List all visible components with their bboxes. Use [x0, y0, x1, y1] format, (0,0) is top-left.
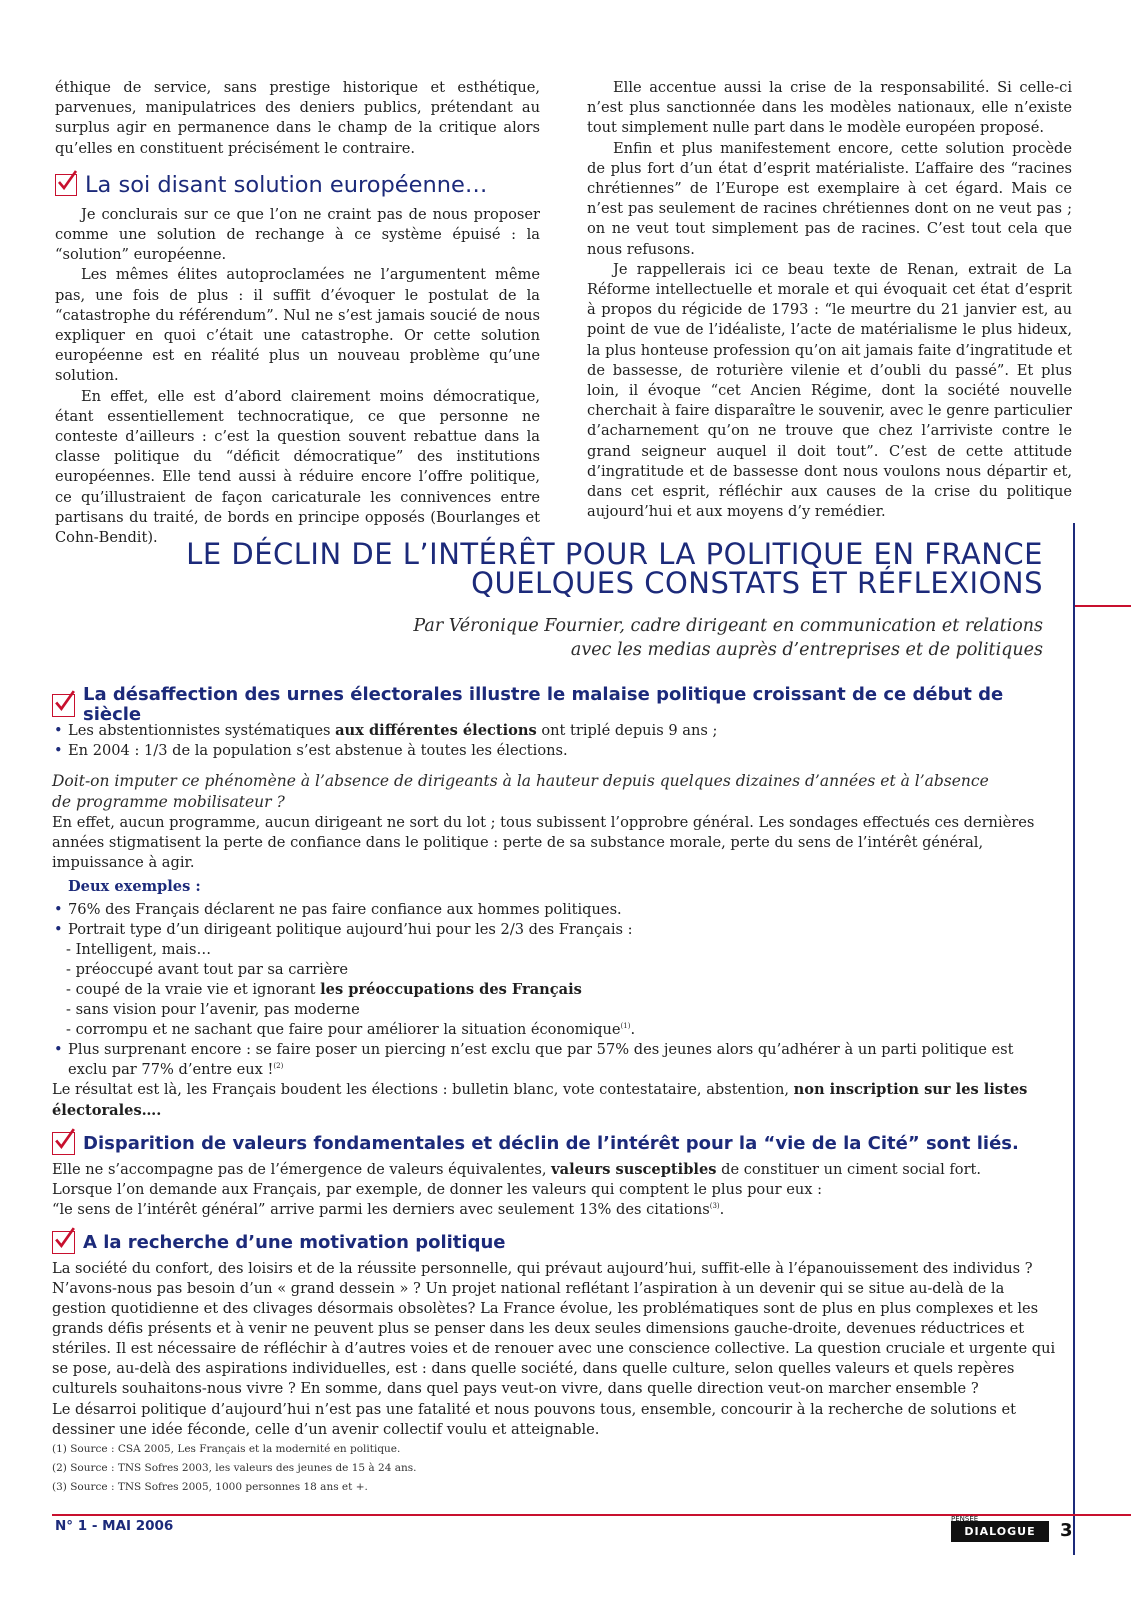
bullet-list [52, 721, 1057, 761]
list-item [52, 741, 1057, 761]
footnote-ref: (3) [709, 1201, 720, 1210]
text: 76% des Français déclarent ne pas faire confiance aux hommes politiques. [68, 900, 622, 918]
paragraph: En effet, elle est d’abord clairement moins démocratique, étant essentiellement technocratique, ce que personne ne conteste d’ailleurs : c’est la question souvent rebattue dans la classe politique du “déficit démocratique” des institutions européennes. Elle tend aussi à réduire encore l’offre politique, ce qu’illustraient de façon caricaturale les connivences entre partisans du traité, de bords en principe opposés (Bourlanges et Cohn-Bendit). [55, 387, 540, 547]
bold-text: aux différentes élections [335, 722, 537, 739]
bullet-list [52, 900, 1057, 940]
article-title-line: LE DÉCLIN DE L’INTÉRÊT POUR LA POLITIQUE EN FRANCE [186, 537, 1043, 571]
footnote-ref: (1) [620, 1022, 631, 1031]
left-column [55, 78, 540, 548]
publication-logo [951, 1515, 1049, 1542]
article-body [52, 683, 1057, 1497]
list-item: - corrompu et ne sachant que faire pour améliorer la situation économique$^{(1)}$. [66, 1021, 636, 1039]
byline-line: Par Véronique Fournier, cadre dirigeant en communication et relations [413, 616, 1043, 636]
logo-small-text: PENSÉE [951, 1515, 979, 1523]
section-heading-text: La désaffection des urnes électorales illustre le malaise politique croissant de ce début de siècle [83, 683, 1004, 725]
footnote-ref: (2) [273, 1062, 284, 1071]
text: Elle ne s’accompagne pas de l’émergence de valeurs équivalentes, [52, 1160, 552, 1178]
title-rule [1075, 605, 1131, 607]
text: de constituer un ciment social fort. [716, 1160, 982, 1178]
section-heading [52, 683, 1057, 725]
section-heading [52, 1230, 1057, 1256]
footnote: (1) Source : CSA 2005, Les Français et la modernité en politique. [52, 1442, 401, 1455]
article-title-line: QUELQUES CONSTATS ET RÉFLEXIONS [471, 566, 1043, 600]
question [52, 771, 1057, 813]
list-item [52, 920, 1057, 940]
page-number: 3 [1060, 1520, 1073, 1541]
question-line: de programme mobilisateur ? [52, 793, 285, 812]
list-item [52, 980, 1057, 1000]
checkbox-icon [55, 174, 77, 196]
bold-text: les préoccupations des Français [320, 980, 582, 998]
text: Portrait type d’un dirigeant politique aujourd’hui pour les 2/3 des Français : [68, 920, 633, 938]
text: - corrompu et ne sachant que faire pour améliorer la situation économique [66, 1021, 621, 1039]
issue-label: N° 1 - MAI 2006 [55, 1518, 174, 1534]
paragraph: Lorsque l’on demande aux Français, par exemple, de donner les valeurs qui comptent le plus pour eux : [52, 1180, 823, 1198]
paragraph: éthique de service, sans prestige historique et esthétique, parvenues, manipulatrices des deniers publics, prétendant au surplus agir en permanence dans le champ de la critique alors qu’elles en constituent précisément le contraire. [55, 79, 540, 157]
text: - coupé de la vraie vie et ignorant [66, 980, 321, 998]
bold-text: non inscription sur les listes électorales…. [52, 1081, 1028, 1119]
byline-line: avec les medias auprès d’entreprises et de politiques [570, 640, 1043, 660]
checkbox-icon [52, 1231, 75, 1254]
text: Les abstentionnistes systématiques [68, 722, 336, 739]
examples-heading: Deux exemples : [68, 878, 201, 896]
text: “le sens de l’intérêt général” arrive parmi les derniers avec seulement 13% des citations [52, 1200, 710, 1218]
section-heading-text: A la recherche d’une motivation politique [83, 1231, 506, 1253]
article-title [186, 537, 1043, 600]
vertical-divider [1073, 523, 1075, 1555]
right-column [587, 78, 1072, 522]
bullet-list [52, 1040, 1057, 1080]
checkbox-icon [52, 1132, 75, 1155]
question-line: Doit-on imputer ce phénomène à l’absence de dirigeants à la hauteur depuis quelques dizaines d’années et à l’absence [52, 772, 989, 791]
footnote: (2) Source : TNS Sofres 2003, les valeurs des jeunes de 15 à 24 ans. [52, 1461, 417, 1474]
bold-text: valeurs susceptibles [551, 1160, 717, 1178]
list-item [52, 900, 1057, 920]
paragraph: Enfin et plus manifestement encore, cette solution procède de plus fort d’un état d’esprit matérialiste. L’affaire des “racines chrétiennes” de l’Europe est exemplaire à cet égard. Mais ce n’est pas seulement de racines chrétiennes dont on ne veut pas ; on ne veut tout simplement pas de racines. C’est tout cela que nous refusons. [587, 139, 1072, 258]
text: Le résultat est là, les Français boudent les élections : bulletin blanc, vote contestataire, abstention, [52, 1081, 794, 1099]
section-heading-text: La soi disant solution européenne… [85, 171, 488, 198]
paragraph: Les mêmes élites autoproclamées ne l’argumentent même pas, une fois de plus : il suffit d’évoquer le postulat de la “catastrophe du référendum”. Nul ne s’est jamais soucié de nous expliquer en quoi c’était une catastrophe. Or cette solution européenne est en réalité plus un nouveau problème qu’une solution. [55, 266, 540, 385]
section-heading [52, 1131, 1057, 1157]
paragraph: La société du confort, des loisirs et de la réussite personnelle, qui prévaut aujourd’hui, suffit-elle à l’épanouissement des individus ? N’avons-nous pas besoin d’un « grand dessein » ? Un projet national reflétant l’aspiration à un devenir qui se situe au-delà de la gestion quotidienne et des clivages désormais obsolètes? La France évolue, les problématiques sont de plus en plus complexes et les grands défis présents et à venir ne peuvent plus se penser dans les deux seules dimensions gauche-droite, devenues réductrices et stériles. Il est nécessaire de réfléchir à d’autres voies et de renouer avec une conscience collective. La question cruciale et urgente qui se pose, au-delà des aspirations individuelles, est : dans quelle société, dans quelle culture, selon quelles valeurs et quels repères culturels souhaitons-nous vivre ? En somme, dans quel pays veut-on vivre, dans quelle direction veut-on marcher ensemble ? [52, 1259, 1056, 1398]
list-item: - sans vision pour l’avenir, pas moderne [66, 1001, 360, 1019]
paragraph [52, 1160, 1057, 1180]
checkbox-icon [52, 694, 75, 717]
paragraph: “le sens de l’intérêt général” arrive parmi les derniers avec seulement 13% des citations$^{(3)}$. [52, 1200, 725, 1218]
paragraph: Je conclurais sur ce que l’on ne craint pas de nous proposer comme une solution de rechange à ce système épuisé : la “solution” européenne. [55, 205, 540, 264]
footnote: (3) Source : TNS Sofres 2005, 1000 personnes 18 ans et +. [52, 1480, 368, 1493]
logo-text: DIALOGUE [964, 1525, 1036, 1538]
paragraph [52, 1080, 1057, 1120]
text: ont triplé depuis 9 ans ; [536, 722, 718, 739]
byline [413, 614, 1043, 662]
list-item: - préoccupé avant tout par sa carrière [66, 960, 349, 978]
paragraph: Je rappellerais ici ce beau texte de Renan, extrait de La Réforme intellectuelle et morale et qui évoquait cet état d’esprit à propos du régicide de 1793 : “le meurtre du 21 janvier est, au point de vue de l’idéaliste, l’acte de matérialisme le plus hideux, la plus honteuse profession qu’on ait jamais faite d’ingratitude et de bassesse, de roturière vilenie et d’oubli du passé”. Et plus loin, il évoque “cet Ancien Régime, dont la société nouvelle cherchait à faire disparaître le souvenir, avec le genre particulier d’acharnement qu’on ne trouve que chez l’arriviste contre le grand seigneur auquel il doit tout”. C’est de cette attitude d’ingratitude et de bassesse dont nous voulons nous départir et, dans cet esprit, réfléchir aux causes de la crise du politique aujourd’hui et aux moyens d’y remédier. [587, 260, 1072, 521]
paragraph: Le désarroi politique d’aujourd’hui n’est pas une fatalité et nous pouvons tous, ensemble, concourir à la recherche de solutions et dessiner une idée féconde, celle d’un avenir collectif voulu et atteignable. [52, 1400, 1017, 1438]
section-heading-text: Disparition de valeurs fondamentales et déclin de l’intérêt pour la “vie de la Cité” sont liés. [83, 1132, 1019, 1154]
paragraph: En effet, aucun programme, aucun dirigeant ne sort du lot ; tous subissent l’opprobre général. Les sondages effectués ces dernières années stigmatisent la perte de confiance dans le politique : perte de sa substance morale, perte du sens de l’intérêt général, impuissance à agir. [52, 814, 1035, 872]
list-item [52, 1040, 1057, 1080]
text: En 2004 : 1/3 de la population s’est abstenue à toutes les élections. [68, 742, 568, 760]
list-item: - Intelligent, mais… [66, 940, 212, 958]
paragraph: Elle accentue aussi la crise de la responsabilité. Si celle-ci n’est plus sanctionnée dans les modèles nationaux, elle n’existe tout simplement nulle part dans le modèle européen proposé. [587, 79, 1072, 137]
text: Plus surprenant encore : se faire poser un piercing n’est exclu que par 57% des jeunes alors qu’adhérer à un parti politique est exclu par 77% d’entre eux ! [68, 1041, 1014, 1079]
dash-list [52, 940, 1057, 1040]
list-item [52, 721, 1057, 741]
section-heading [55, 171, 540, 199]
